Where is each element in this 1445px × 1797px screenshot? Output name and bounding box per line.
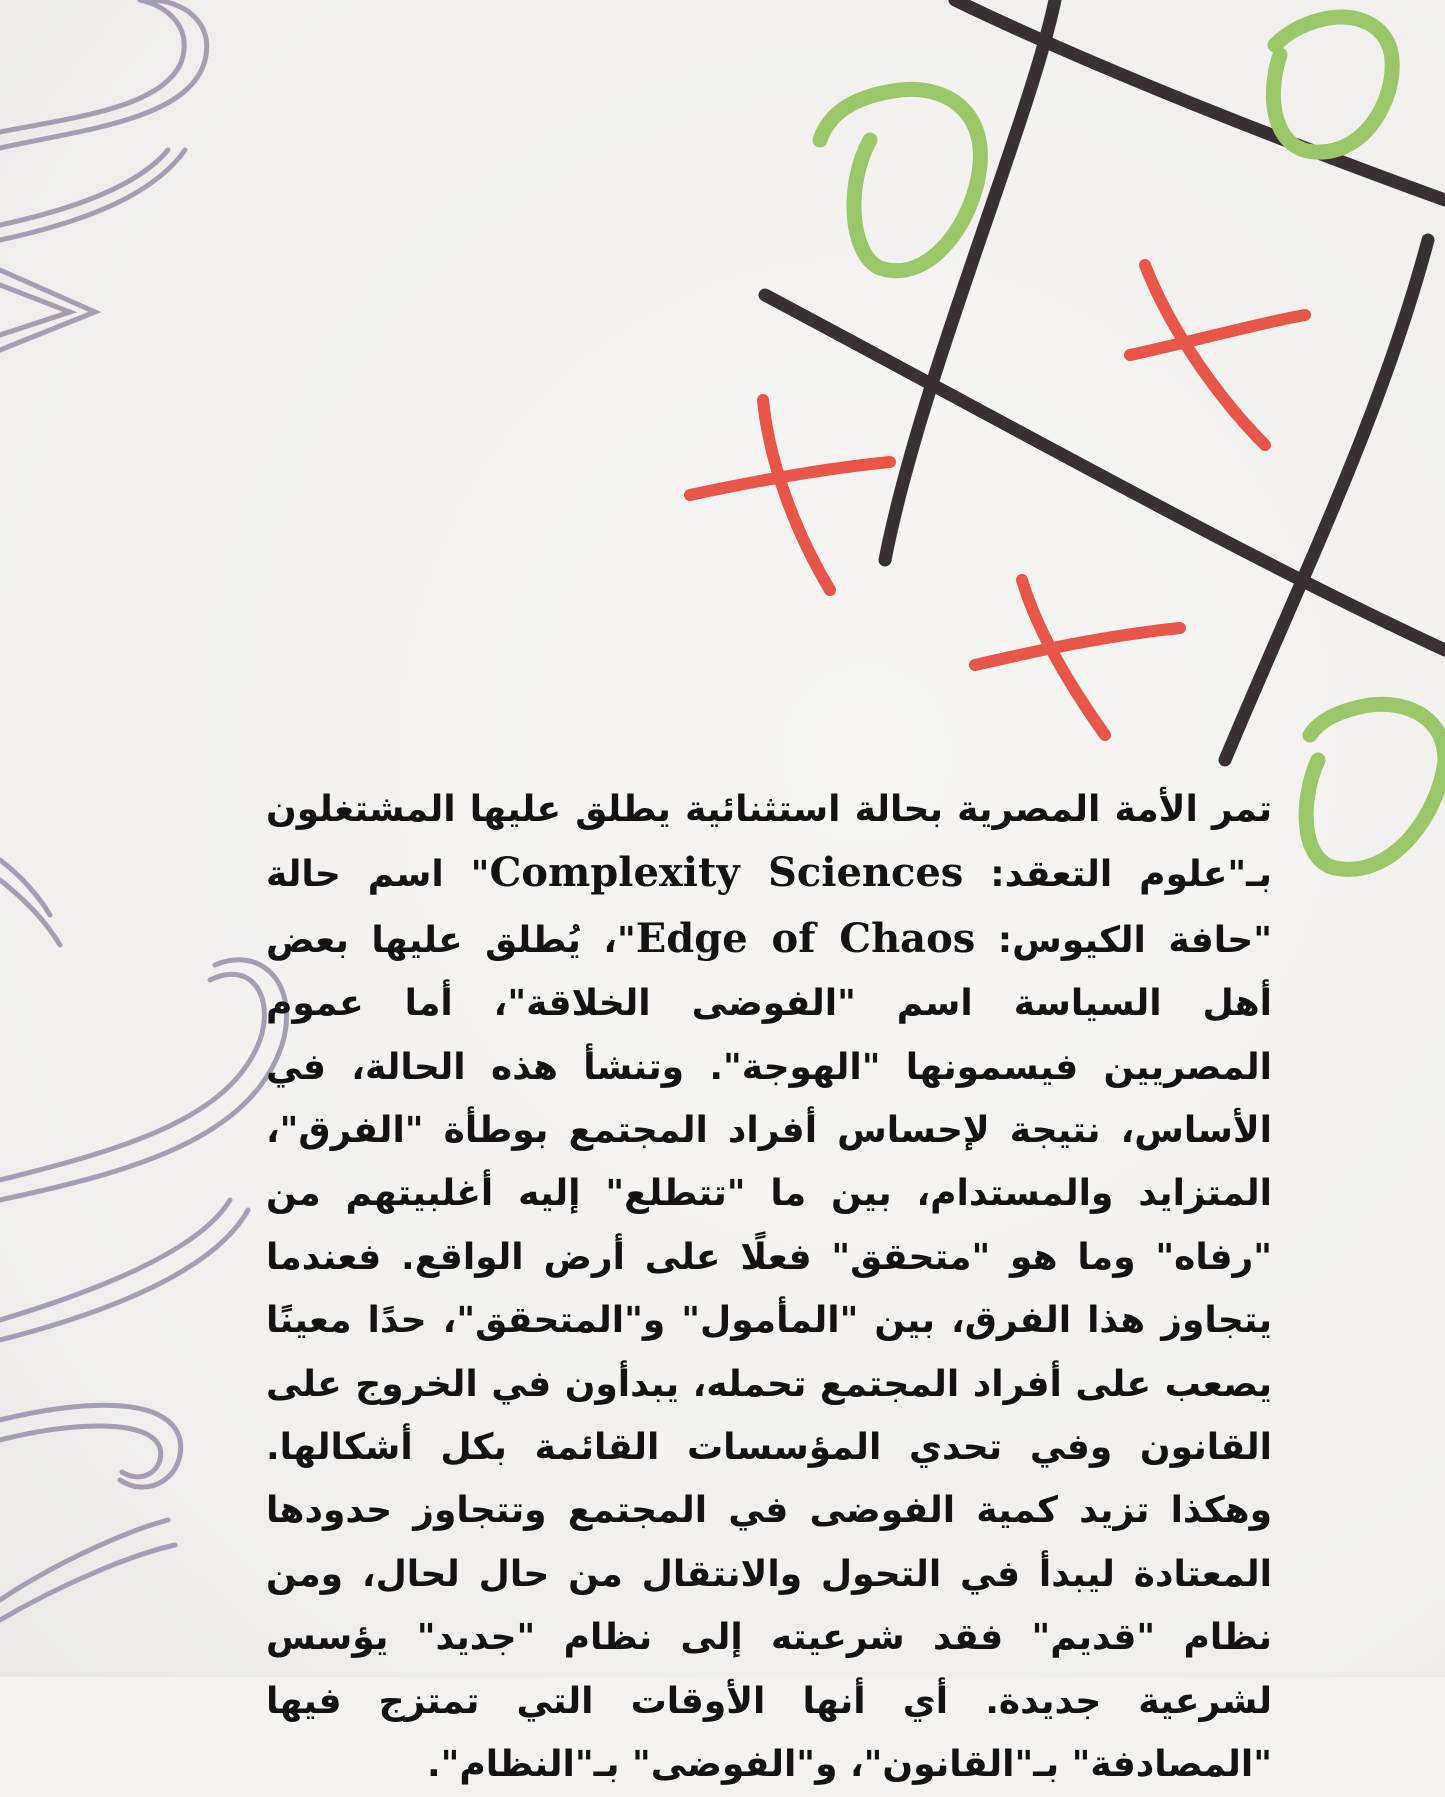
x-mark: [1145, 265, 1265, 445]
paragraph-part-2: " اسم حالة "حافة الكيوس:: [266, 854, 1272, 961]
x-mark: [690, 462, 890, 495]
o-mark: [1306, 704, 1445, 869]
x-mark: [763, 400, 830, 590]
o-mark: [820, 89, 980, 270]
x-mark: [1130, 315, 1305, 355]
article-paragraph: [266, 778, 1272, 1797]
paragraph-part-3: "، يُطلق عليها بعض أهل السياسة اسم "الفوضى الخلاقة"، أما عموم المصريين فيسمونها "الهوجة". وتنشأ هذه الحالة، في الأساس، نتيجة لإحساس أفراد المجتمع بوطأة "الفرق"، المتزايد والمستدام، بين ما "تتطلع" إليه أغلبيتهم من "رفاه" وما هو "متحقق" فعلًا على أرض الواقع. فعندما يتجاوز هذا الفرق، بين "المأمول" و"المتحقق"، حدًا معينًا يصعب على أفراد المجتمع تحمله، يبدأون في الخروج على القانون وفي تحدي المؤسسات القائمة بكل أشكالها. وهكذا تزيد كمية الفوضى في المجتمع وتتجاوز حدودها المعتادة ليبدأ في التحول والانتقال من حال لحال، ومن نظام "قديم" فقد شرعيته إلى نظام "جديد" يؤسس لشرعية جديدة. أي أنها الأوقات التي تمتزج فيها "المصادفة" بـ"القانون"، و"الفوضى" بـ"النظام".: [266, 919, 1272, 1786]
term-complexity-sciences: Complexity Sciences: [489, 849, 964, 897]
x-mark: [975, 628, 1180, 665]
o-mark: [1273, 17, 1392, 152]
grid-line: [1225, 240, 1428, 760]
term-edge-of-chaos: Edge of Chaos: [635, 914, 976, 962]
paragraph-part-1: تمر الأمة المصرية بحالة استثنائية يطلق عليها المشتغلون بـ"علوم التعقد:: [266, 789, 1273, 896]
